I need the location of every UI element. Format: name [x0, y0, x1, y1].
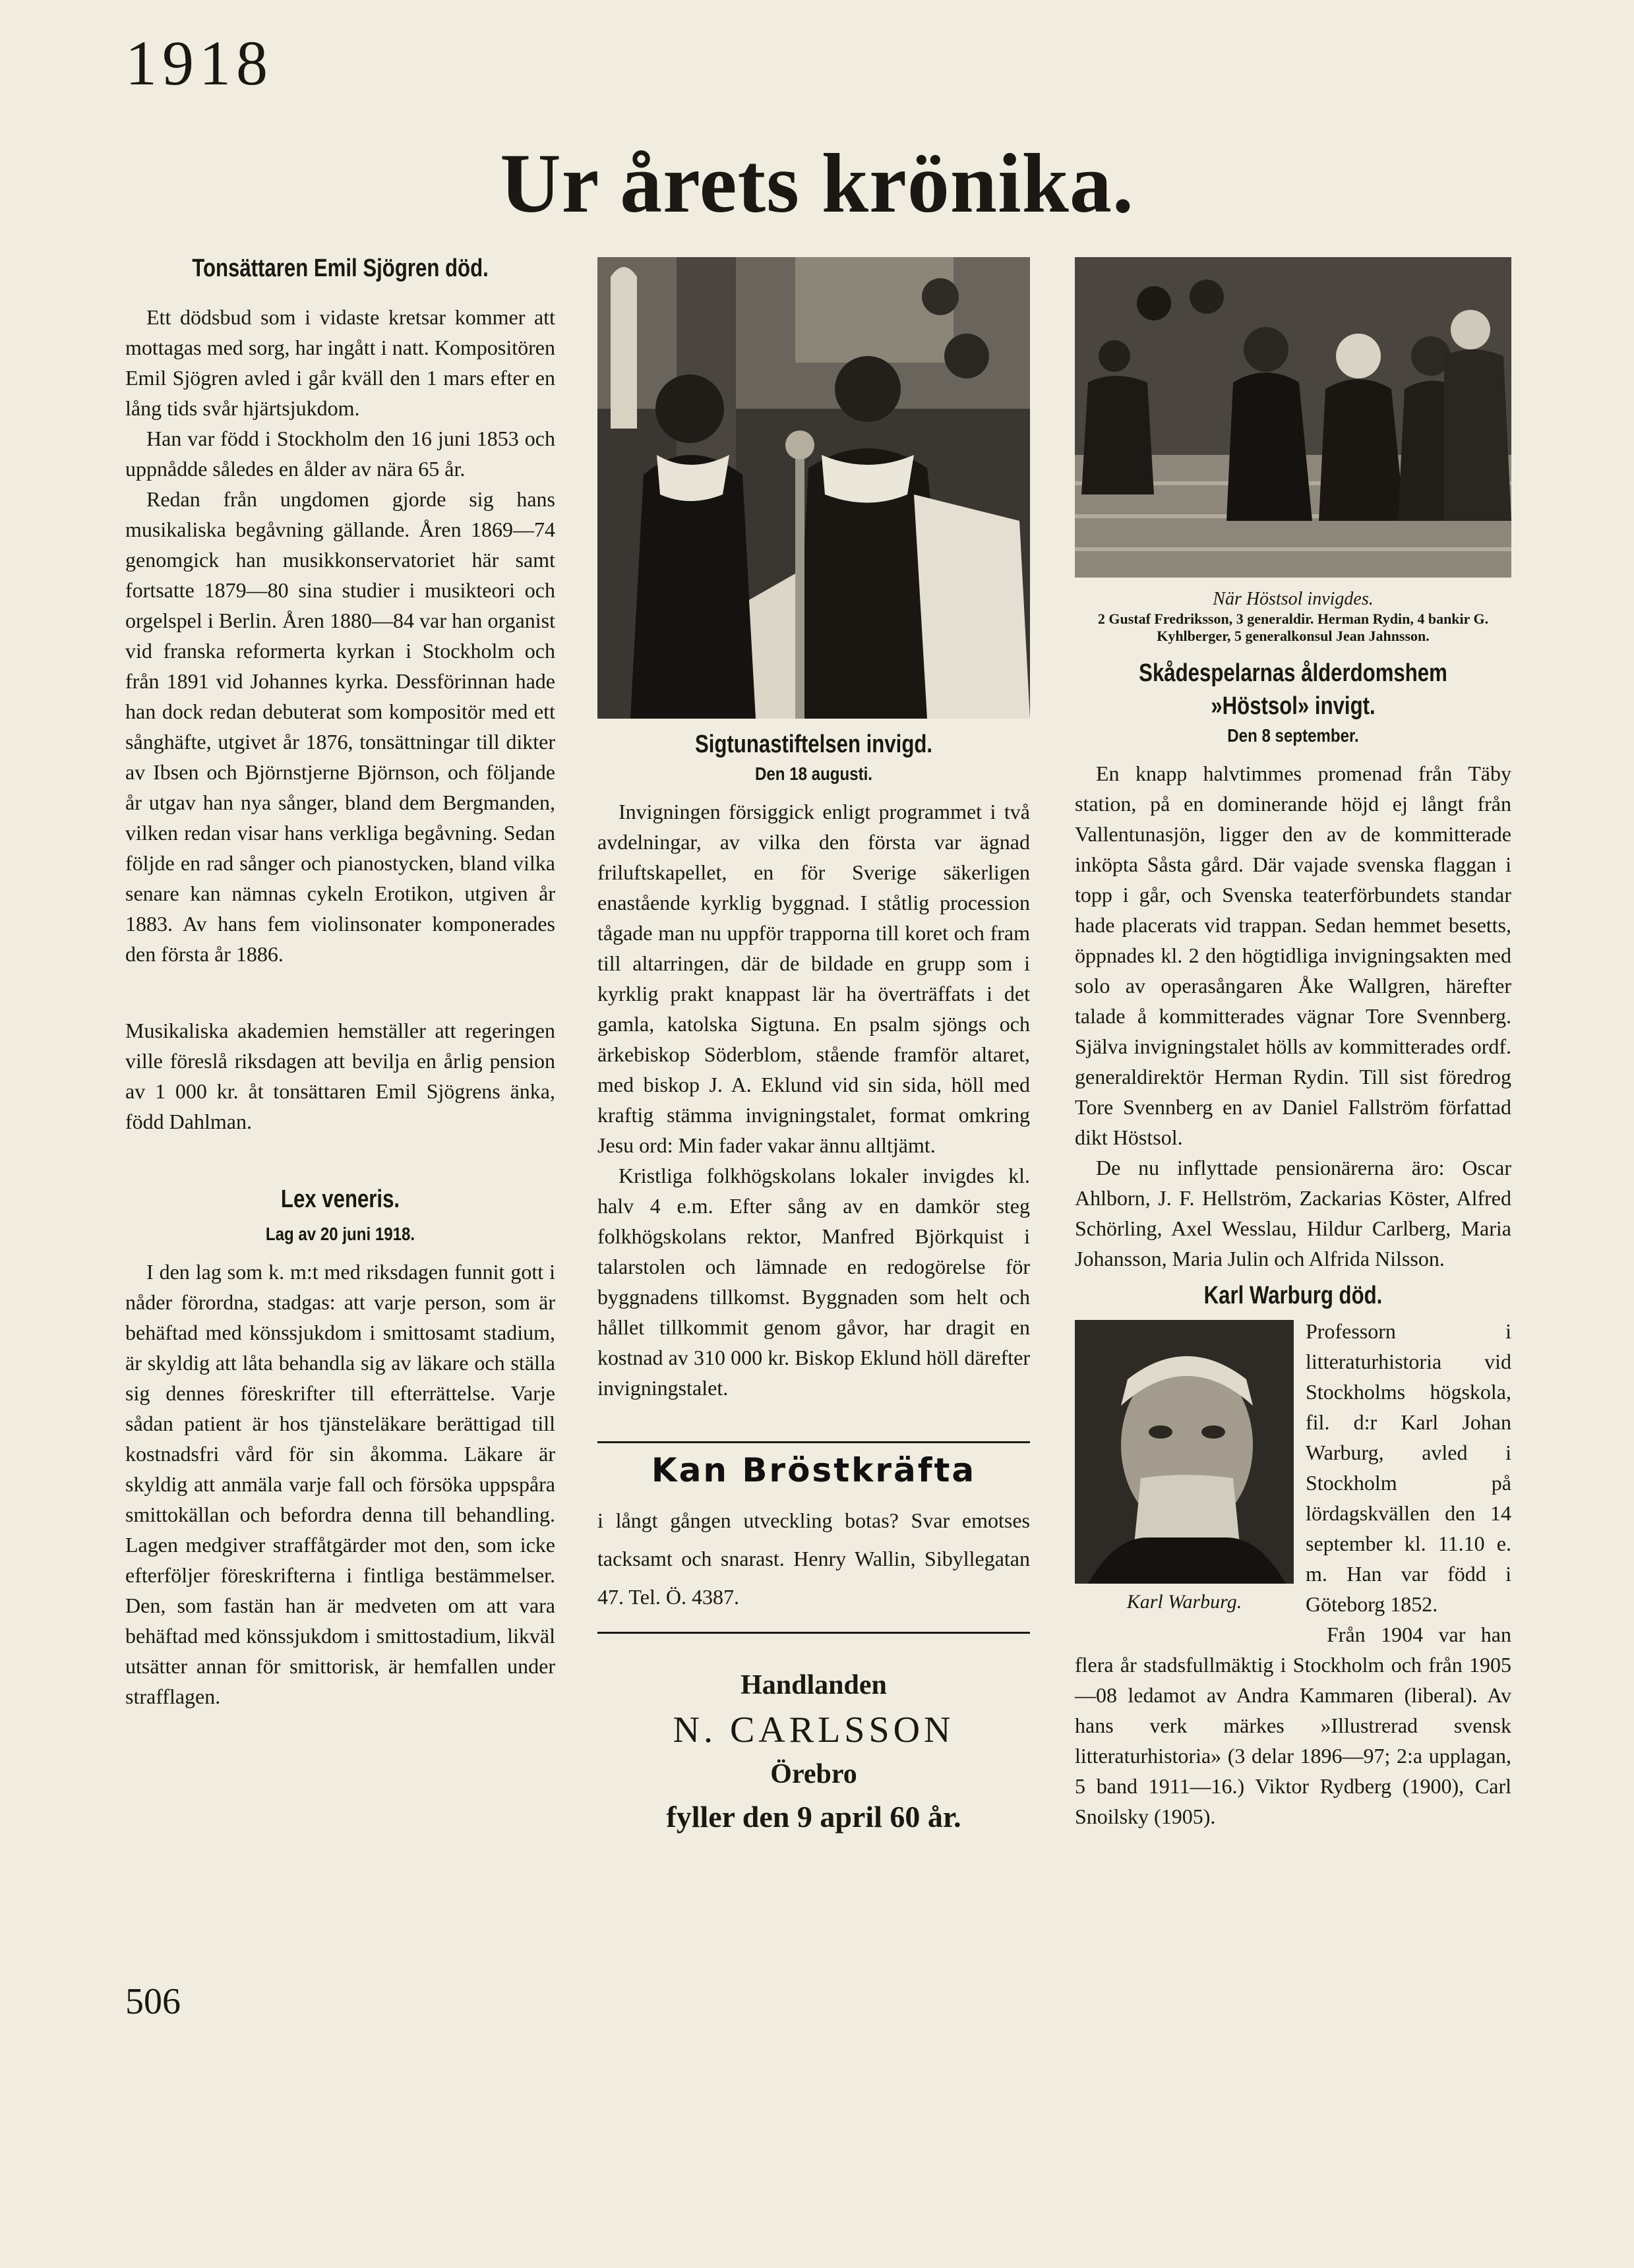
article-subheading-hostsol: Den 8 september. [1227, 725, 1359, 746]
article-paragraph-pension: Musikaliska akademien hemställer att regeringen ville föreslå riksdagen att bevilja en årlig pension av 1 000 kr. åt tonsättaren Emil Sjögrens änka, född Dahlman. [125, 1019, 555, 1133]
article-paragraph: De nu inflyttade pensionärerna äro: Oscar Ahlborn, J. F. Hellström, Zackarias Köster, Alfred Schörling, Axel Wesslau, Hildur Carlberg, Maria Johansson, Maria Julin och Alfrida Nilsson. [1075, 1156, 1511, 1270]
ad-carlsson [597, 1665, 1030, 1841]
photo-sigtuna-procession [597, 257, 1030, 719]
photo-caption-text: 2 Gustaf Fredriksson, 3 generaldir. Herman Rydin, 4 bankir G. Kyhlberger, 5 generalkonsul Jean Jahnsson. [1097, 611, 1489, 644]
column-middle [597, 257, 1030, 1841]
ad-title: Kan Bröstkräfta [651, 1451, 977, 1489]
column-left [125, 252, 555, 1712]
article-heading-sigtuna: Sigtunastiftelsen invigd. [694, 731, 933, 758]
column-right [1075, 257, 1511, 1832]
article-subheading-lex-veneris: Lag av 20 juni 1918. [265, 1224, 415, 1244]
article-paragraph: Invigningen försiggick enligt programmet i två avdelningar, av vilka den första var ägnad friluftskapellet, en för Sverige säkerligen enastående kyrklig byggnad. I ståtlig procession tågade man nu uppför trapporna till koret och fram till altarringen, där de bildade en grupp som i kyrklig prakt knappast lär ha överträffats i det gamla, katolska Sigtuna. En psalm sjöngs och ärkebiskop Söderblom, stående framför altaret, med biskop J. A. Eklund vid sin sida, höll med kraftig stämma invigningstalet, format omkring Jesu ord: Min fader vakar ännu alltjämt. [597, 800, 1030, 1157]
portrait-caption: Karl Warburg. [1126, 1591, 1242, 1613]
photo-image [597, 257, 1030, 719]
article-heading-sjogren: Tonsättaren Emil Sjögren död. [192, 254, 489, 282]
article-heading-hostsol-2: »Höstsol» invigt. [1211, 692, 1376, 720]
photo-caption-title: När Höstsol invigdes. [1213, 589, 1374, 609]
page-number: 506 [125, 1981, 181, 2022]
portrait-image [1075, 1320, 1294, 1584]
article-paragraph: Professorn i litteraturhistoria vid Stockholms högskola, fil. d:r Karl Johan Warburg, avled i Stockholm på lördagskvällen den 14 september kl. 11.10 e. m. Han var född i Göteborg 1852. [1306, 1319, 1511, 1616]
ad-line-name: N. CARLSSON [673, 1710, 955, 1750]
photo-image [1075, 257, 1511, 578]
ad-line-birthday: fyller den 9 april 60 år. [666, 1800, 961, 1834]
article-subheading-sigtuna: Den 18 augusti. [755, 763, 872, 784]
article-paragraph: Ett dödsbud som i vidaste kretsar kommer att mottagas med sorg, har ingått i natt. Kompositören Emil Sjögren avled i går kväll den 1 mars efter en lång tids svår hjärtsjukdom. [125, 305, 555, 420]
photo-hostsol-inauguration [1075, 257, 1511, 578]
portrait-warburg [1075, 1320, 1294, 1621]
article-heading-warburg: Karl Warburg död. [1203, 1282, 1383, 1309]
article-paragraph: Från 1904 var han flera år stadsfullmäktig i Stockholm och från 1905—08 ledamot av Andra Kammaren (liberal). Av hans verk märkes »Illustrerad svensk litteraturhistoria» (3 delar 1896—97; 2:a upplagan, 5 band 1911—16.) Viktor Rydberg (1900), Carl Snoilsky (1905). [1075, 1623, 1511, 1828]
page-title: Ur årets krönika. [500, 136, 1134, 230]
article-paragraph: Han var född i Stockholm den 16 juni 1853 och uppnådde således en ålder av nära 65 år. [125, 427, 555, 481]
ad-line-handlanden: Handlanden [741, 1670, 887, 1700]
ad-brostkrafta [597, 1451, 1030, 1616]
portrait-svg [1075, 1320, 1294, 1584]
article-heading-hostsol: Skådespelarnas ålderdomshem [1139, 659, 1447, 687]
article-paragraph: En knapp halvtimmes promenad från Täby station, på en dominerande höjd ej långt från Vallentunasjön, ligger den av de kommitterade inköpta Såsta gård. Där vajade svenska flaggan i topp i går, och Svenska teaterförbundets standar hade placerats vid trappan. Sedan hemmet besetts, öppnades kl. 2 den högtidliga invigningsakten med solo av operasångaren Åke Wallgren, härefter talade å kommitterades vägnar Tore Svennberg. Själva invigningstalet hölls av kommitterades ordf. generaldirektör Herman Rydin. Till sist föredrog Tore Svennberg en av Daniel Fallström författad dikt Höstsol. [1075, 761, 1511, 1149]
article-paragraph: I den lag som k. m:t med riksdagen funnit gott i nåder förordna, stadgas: att varje person, som är behäftad med könssjukdom i smittosamt stadium, är skyldig att låta behandla sig av läkare och ställa sig dennes föreskrifter till efterrättelse. Varje sådan patient är hos tjänsteläkare berättigad till kostnadsfri vård för sin åkomma. Läkare är skyldig att anmäla varje fall och försöka uppspåra smittokällan och befordra denna till behandling. Lagen medgiver straffåtgärder mot den, som icke efterföljer föreskrifterna i fintliga bestämmelser. Den, som fastän han är medveten om att vara behäftad med könssjukdom i smittostadium, likväl utsätter annan för smittorisk, är hemfallen under strafflagen. [125, 1260, 555, 1708]
ad-line-city: Örebro [770, 1759, 857, 1789]
article-paragraph: Kristliga folkhögskolans lokaler invigdes kl. halv 4 e.m. Efter sång av en damkör steg folkhögskolans rektor, Manfred Björkquist i talarstolen och lämnade en redogörelse för byggnadens tillkomst. Byggnaden som helt och hållet tillkommit genom gåvor, har dragit en kostnad av 310 000 kr. Biskop Eklund höll därefter invigningstalet. [597, 1164, 1030, 1400]
article-paragraph: Redan från ungdomen gjorde sig hans musikaliska begåvning gällande. Åren 1869—74 genomgick han musikkonservatoriet här samt fortsatte 1879—80 sina studier i musikteori och orgelspel i Berlin. Åren 1880—84 var han organist vid franska reformerta kyrkan i Stockholm och från 1891 vid Johannes kyrka. Dessförinnan hade han dock redan debuterat som kompositör med ett sånghäfte, utgivet år 1876, tonsättningar till dikter av Ibsen och Björnstjerne Björnson, och följande år utgav han nya sånger, bland dem Bergmanden, vilken redan visar hans verkliga begåvning. Sedan följde en rad sånger och pianostycken, bland vilka senare kan nämnas cykeln Erotikon, utgiven år 1883. Av hans fem violinsonater komponerades den första år 1886. [125, 487, 555, 966]
ad-text: i långt gången utveckling botas? Svar emotses tacksamt och snarast. Henry Wallin, Sibyllegatan 47. Tel. Ö. 4387. [597, 1508, 1030, 1609]
year-heading: 1918 [125, 28, 273, 98]
article-warburg [1075, 1316, 1511, 1832]
ad-divider-top [597, 1441, 1030, 1443]
article-heading-lex-veneris: Lex veneris. [280, 1185, 400, 1213]
photo-caption [1075, 588, 1511, 645]
